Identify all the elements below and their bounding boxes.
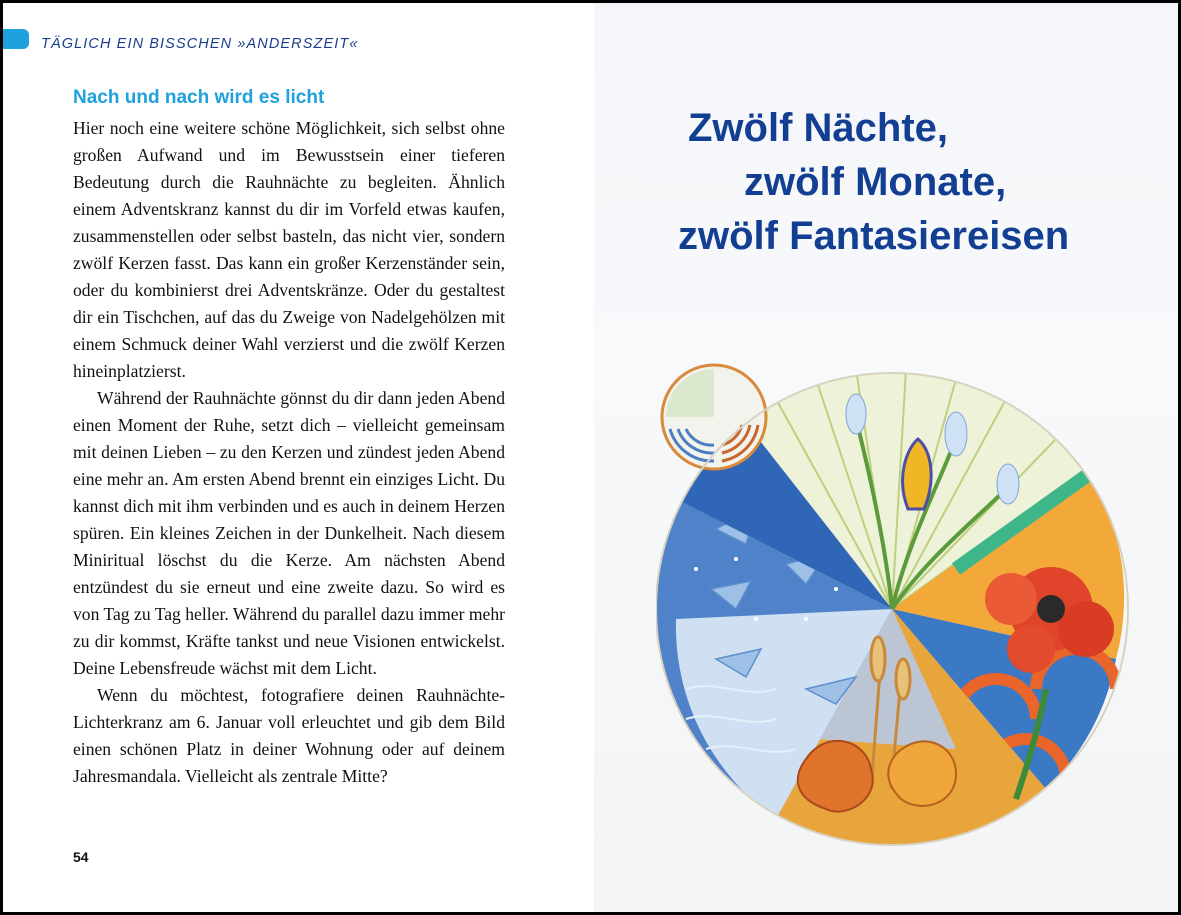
paragraph-2: Während der Rauhnächte gönnst du dir dann jeden Abend einen Moment der Ruhe, setzt dich – vielleicht gemeinsam mit deinen Lieben – zu den Kerzen und zündest jeden Abend eine mehr an. Am ersten Abend brennt ein einziges Licht. Du kannst dich mit ihm verbinden und es auch in deinem Herzen spüren. Ein kleines Zeichen in der Dunkelheit. Nach diesem Miniritual löschst du die Kerze. Am nächsten Abend entzündest du sie erneut und eine zweite dazu. So wird es von Tag zu Tag heller. Während du parallel dazu immer mehr zu dir kommst, Kräfte tankst und neue Visionen entwickelst. Deine Lebensfreude wächst mit dem Licht. xyxy=(73,388,505,678)
mandala-illustration xyxy=(656,359,1156,859)
headline xyxy=(594,101,1178,263)
chapter-tab-marker xyxy=(3,29,29,49)
paragraph-3: Wenn du möchtest, fotografiere deinen Rauhnächte-Lichterkranz am 6. Januar voll erleuchtet und gib dem Bild einen schönen Platz in deiner Wohnung oder auf deinem Jahresmandala. Vielleicht als zentrale Mitte? xyxy=(73,685,505,786)
left-page xyxy=(3,3,594,912)
page-number: 54 xyxy=(73,849,89,865)
headline-line-2: zwölf Monate, xyxy=(744,160,1007,204)
section-title: Nach und nach wird es licht xyxy=(73,87,325,108)
paragraph-1: Hier noch eine weitere schöne Möglichkeit, sich selbst ohne großen Aufwand und im Bewusstsein einer tieferen Bedeutung durch die Rauhnächte zu begleiten. Ähnlich einem Adventskranz kannst du dir im Vorfeld etwas kaufen, zusammenstellen oder selbst basteln, das nicht vier, sondern zwölf Kerzen fasst. Das kann ein großer Kerzenständer sein, oder du kombinierst drei Adventskränze. Oder du gestaltest dir ein Tischchen, auf das du Zweige von Nadelgehölzen mit einem Schmuck deiner Wahl verzierst und die zwölf Kerzen hineinplatzierst. xyxy=(73,118,505,381)
headline-line-3: zwölf Fantasiereisen xyxy=(678,214,1070,258)
running-head: TÄGLICH EIN BISSCHEN »ANDERSZEIT« xyxy=(41,36,359,52)
headline-line-1: Zwölf Nächte, xyxy=(688,106,949,150)
body-text xyxy=(73,115,505,790)
right-page xyxy=(594,3,1178,912)
